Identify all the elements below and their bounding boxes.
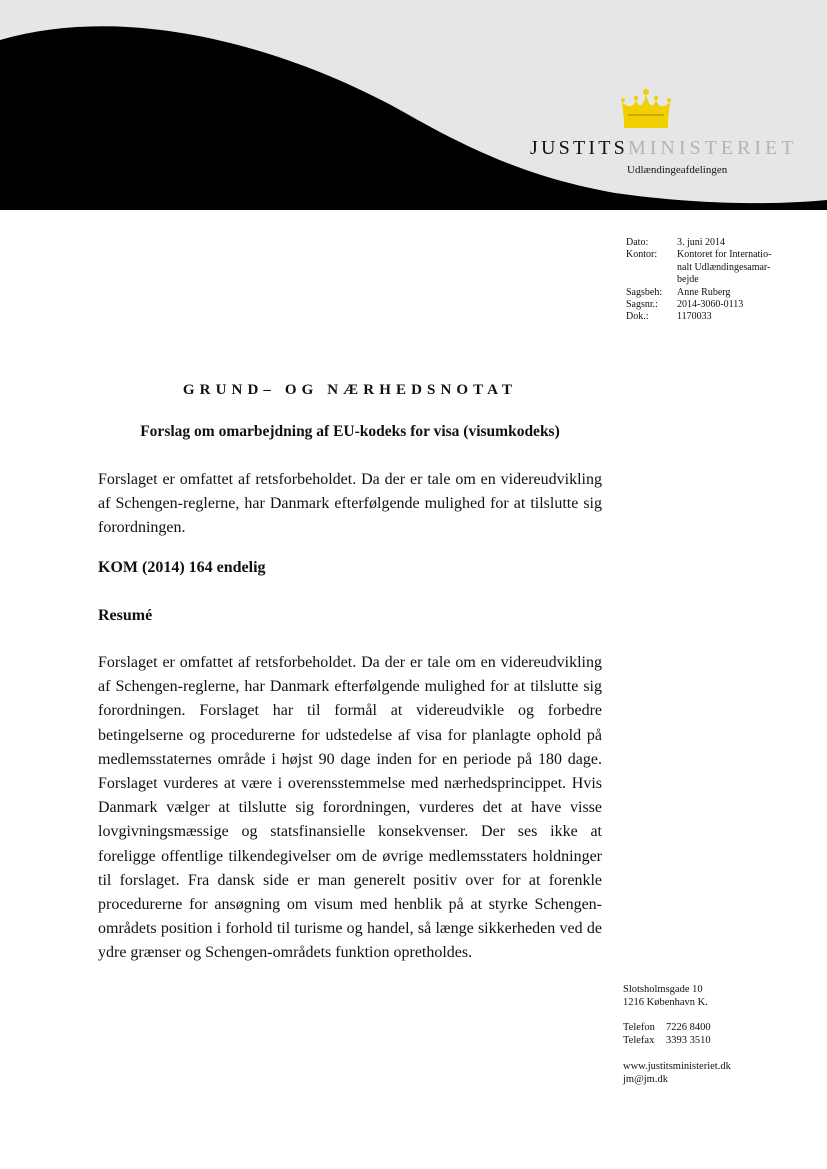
phone-row bbox=[623, 1022, 711, 1035]
meta-key: Sagsnr.: bbox=[626, 299, 658, 311]
meta-key: Sagsbeh: bbox=[626, 286, 663, 298]
meta-value: 2014-3060-0113 bbox=[677, 299, 744, 311]
meta-value: 1170033 bbox=[677, 311, 712, 323]
intro-paragraph: Forslaget er omfattet af retsforbeholdet. Da der er tale om en videreudvikling af Schengen-reglerne, har Danmark efterfølgende mulighed for at tilslutte sig forordningen. bbox=[98, 471, 602, 537]
meta-row-date bbox=[626, 237, 792, 249]
meta-key: Dok.: bbox=[626, 311, 649, 323]
resume-paragraph: Forslaget er omfattet af retsforbeholdet. Da der er tale om en videreudvikling af Schengen-reglerne, har Danmark efterfølgende mulighed for at tilslutte sig forordningen. Forslaget har til formål at videreudvikle og forbedre betingelserne og procedurerne for udstedelse af visa for planlagte ophold på medlemsstaternes område i højst 90 dage inden for en periode på 180 dage. Forslaget vurderes at være i overensstemmelse med nærhedsprincippet. Hvis Danmark vælger at tilslutte sig forordningen, vurderes det at have visse lovgivningsmæssige og statsfinansielle konsekvenser. Der ses ikke at foreligge offentlige tilkendegivelser om de øvrige medlemsstaters holdninger til forslaget. Fra dansk side er man generelt positiv over for at forenkle procedurerne for ansøgning om visum med henblik på at styrke Schengen-områdets position i forhold til turisme og handel, så længe sikkerheden ved de ydre grænser og Schengen-områdets funktion opretholdes. bbox=[98, 654, 602, 962]
footer-contact bbox=[623, 1022, 711, 1047]
ministry-logo-wordmark bbox=[530, 138, 798, 158]
document-metadata bbox=[626, 237, 792, 324]
meta-row-caseworker bbox=[626, 287, 792, 299]
document-subtitle: Forslag om omarbejdning af EU-kodeks for visa (visumkodeks) bbox=[140, 423, 560, 440]
logo-light-text: MINISTERIET bbox=[627, 137, 798, 159]
banner-wave-graphic bbox=[0, 0, 827, 210]
fax-row bbox=[623, 1035, 711, 1048]
meta-row-document-number bbox=[626, 311, 792, 323]
reference-heading: KOM (2014) 164 endelig bbox=[98, 559, 266, 576]
meta-row-case-number bbox=[626, 299, 792, 311]
meta-key: Kontor: bbox=[626, 249, 658, 261]
document-title: GRUND– OG NÆRHEDSNOTAT bbox=[182, 382, 518, 398]
meta-key bbox=[626, 262, 677, 274]
meta-key bbox=[626, 274, 677, 286]
website-link[interactable]: www.justitsministeriet.dk bbox=[623, 1061, 731, 1072]
footer-web bbox=[623, 1061, 731, 1086]
meta-value: Kontoret for Internatio- bbox=[677, 249, 772, 261]
address-city: 1216 København K. bbox=[623, 996, 708, 1008]
meta-key: Dato: bbox=[626, 237, 649, 248]
phone-label: Telefon bbox=[623, 1022, 655, 1033]
meta-value: bejde bbox=[677, 274, 699, 286]
department-name: Udlændingeafdelingen bbox=[627, 164, 728, 176]
header-banner bbox=[0, 0, 827, 210]
footer-address bbox=[623, 984, 708, 1009]
meta-row-office-cont bbox=[626, 262, 792, 274]
fax-label: Telefax bbox=[623, 1034, 655, 1046]
address-street: Slotsholmsgade 10 bbox=[623, 984, 703, 995]
meta-row-office bbox=[626, 249, 792, 261]
meta-row-office-cont bbox=[626, 274, 792, 286]
meta-value: Anne Ruberg bbox=[677, 286, 731, 298]
meta-value: 3. juni 2014 bbox=[677, 237, 726, 248]
meta-value: nalt Udlændingesamar- bbox=[677, 261, 771, 273]
email-link[interactable]: jm@jm.dk bbox=[623, 1073, 668, 1085]
fax-number: 3393 3510 bbox=[666, 1034, 711, 1046]
resume-heading: Resumé bbox=[98, 607, 153, 624]
logo-bold-text: JUSTITS bbox=[530, 137, 628, 159]
phone-number: 7226 8400 bbox=[666, 1022, 711, 1033]
